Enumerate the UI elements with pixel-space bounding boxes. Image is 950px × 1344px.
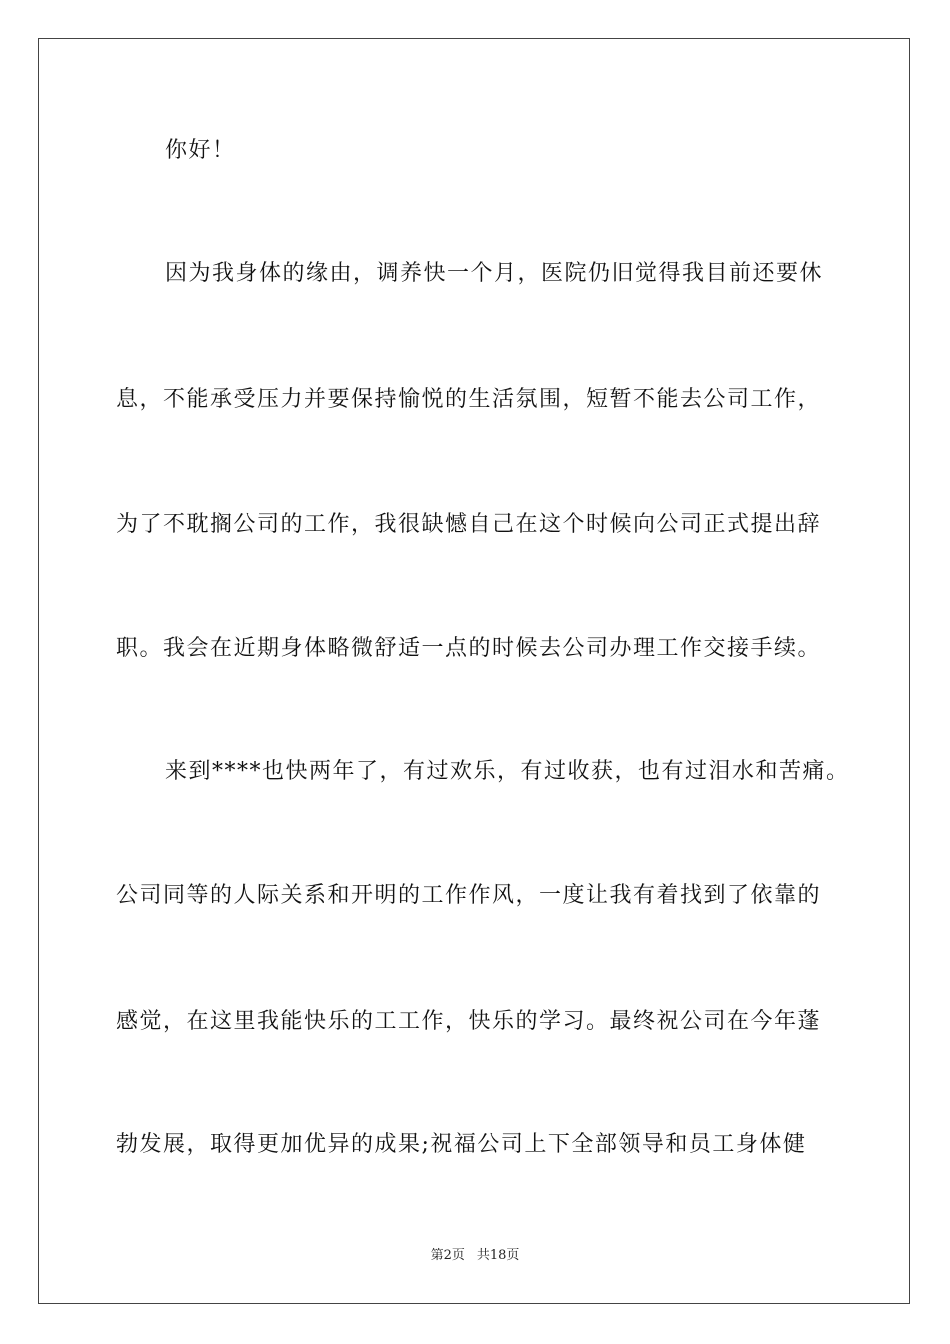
greeting-line: 你好！ [165,138,236,163]
page-number: 第2页 [430,1248,465,1263]
body-line-4: 职。我会在近期身体略微舒适一点的时候去公司办理工作交接手续。 [116,636,822,661]
body-line-1: 因为我身体的缘由，调养快一个月，医院仍旧觉得我目前还要休 [165,261,824,286]
page-frame [38,38,910,1304]
body-line-6: 公司同等的人际关系和开明的工作作风，一度让我有着找到了依靠的 [116,883,822,908]
page-total: 共18页 [476,1248,520,1263]
body-line-5: 来到****也快两年了，有过欢乐，有过收获，也有过泪水和苦痛。 [165,759,850,784]
page-footer [0,1247,950,1265]
body-line-7: 感觉，在这里我能快乐的工工作，快乐的学习。最终祝公司在今年蓬 [116,1009,822,1034]
body-line-8: 勃发展，取得更加优异的成果;祝福公司上下全部领导和员工身体健 [116,1132,807,1157]
body-line-3: 为了不耽搁公司的工作，我很缺憾自己在这个时候向公司正式提出辞 [116,512,822,537]
body-line-2: 息，不能承受压力并要保持愉悦的生活氛围，短暂不能去公司工作， [116,387,822,412]
